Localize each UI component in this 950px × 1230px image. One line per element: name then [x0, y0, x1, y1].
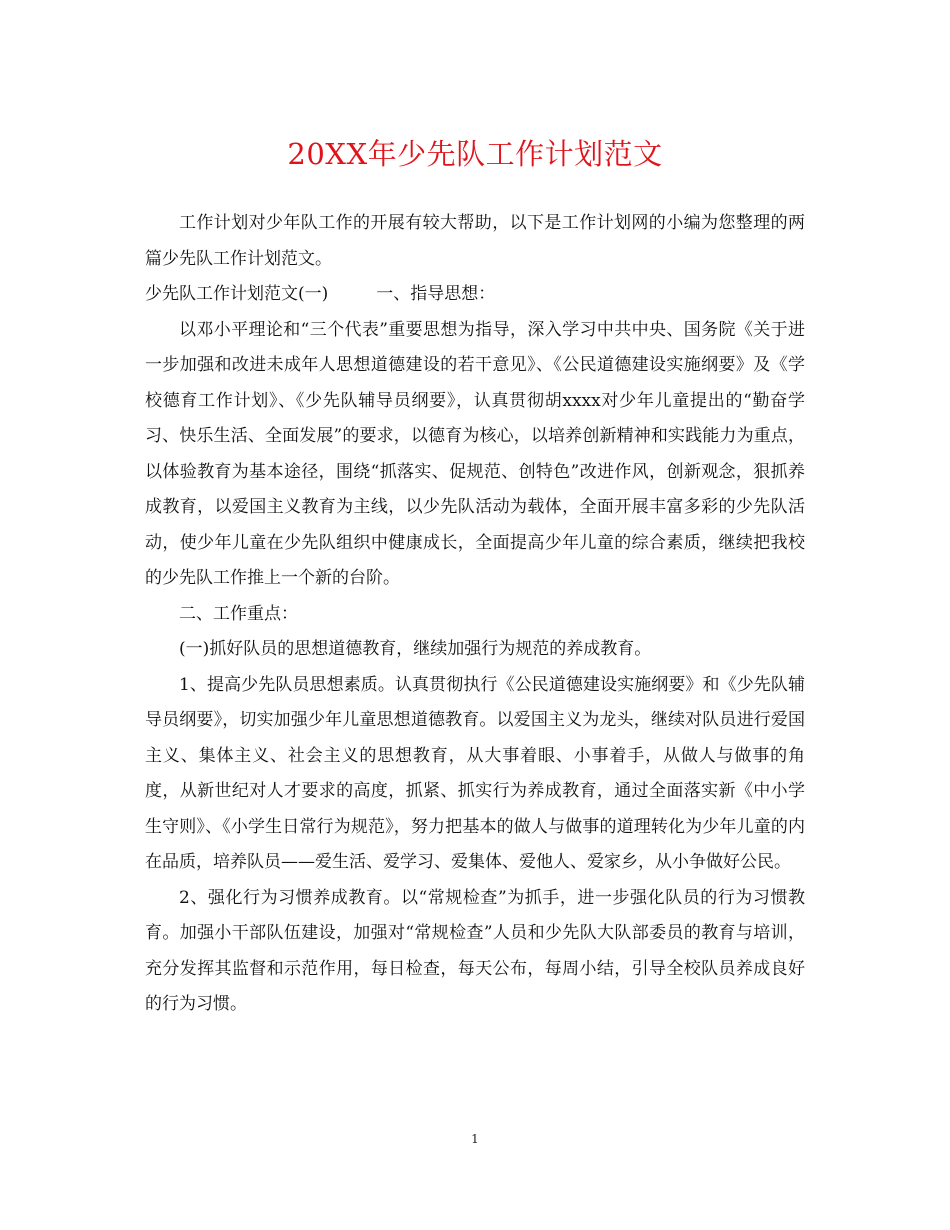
document-title: 20XX年少先队工作计划范文: [287, 137, 663, 171]
document-body: [145, 206, 805, 1023]
page-number: 1: [471, 1132, 479, 1146]
subheading-1: (一)抓好队员的思想道德教育，继续加强行为规范的养成教育。: [179, 639, 652, 659]
item-1-paragraph: 1、提高少先队员思想素质。认真贯彻执行《公民道德建设实施纲要》和《少先队辅导员纲要》，切实加强少年儿童思想道德教育。以爱国主义为龙头，继续对队员进行爱国主义、集体主义、社会主义的思想教育，从大事着眼、小事着手，从做人与做事的角度，从新世纪对人才要求的高度，抓紧、抓实行为养成教育，通过全面落实新《中小学生守则》、《小学生日常行为规范》，努力把基本的做人与做事的道理转化为少年儿童的内在品质，培养队员——爱生活、爱学习、爱集体、爱他人、爱家乡，从小争做好公民。: [145, 674, 805, 872]
guiding-paragraph: 以邓小平理论和“三个代表”重要思想为指导，深入学习中共中央、国务院《关于进一步加强和改进未成年人思想道德建设的若干意见》、《公民道德建设实施纲要》及《学校德育工作计划》、《少先队辅导员纲要》，认真贯彻胡xxxx对少年儿童提出的“勤奋学习、快乐生活、全面发展”的要求，以德育为核心，以培养创新精神和实践能力为重点，以体验教育为基本途径，围绕“抓落实、促规范、创特色”改进作风，创新观念，狠抓养成教育，以爱国主义教育为主线，以少先队活动为载体，全面开展丰富多彩的少先队活动，使少年儿童在少先队组织中健康成长，全面提高少年儿童的综合素质，继续把我校的少先队工作推上一个新的台阶。: [145, 319, 805, 588]
intro-paragraph: 工作计划对少年队工作的开展有较大帮助，以下是工作计划网的小编为您整理的两篇少先队工作计划范文。: [145, 213, 805, 269]
section-heading-line: [145, 277, 805, 313]
focus-heading: 二、工作重点：: [179, 603, 298, 624]
section-heading: 少先队工作计划范文(一): [145, 284, 329, 304]
item-2-paragraph: 2、强化行为习惯养成教育。以“常规检查”为抓手，进一步强化队员的行为习惯教育。加强小干部队伍建设，加强对“常规检查”人员和少先队大队部委员的教育与培训，充分发挥其监督和示范作用，每日检查，每天公布，每周小结，引导全校队员养成良好的行为习惯。: [145, 887, 805, 1014]
guiding-heading: 一、指导思想：: [376, 284, 496, 304]
